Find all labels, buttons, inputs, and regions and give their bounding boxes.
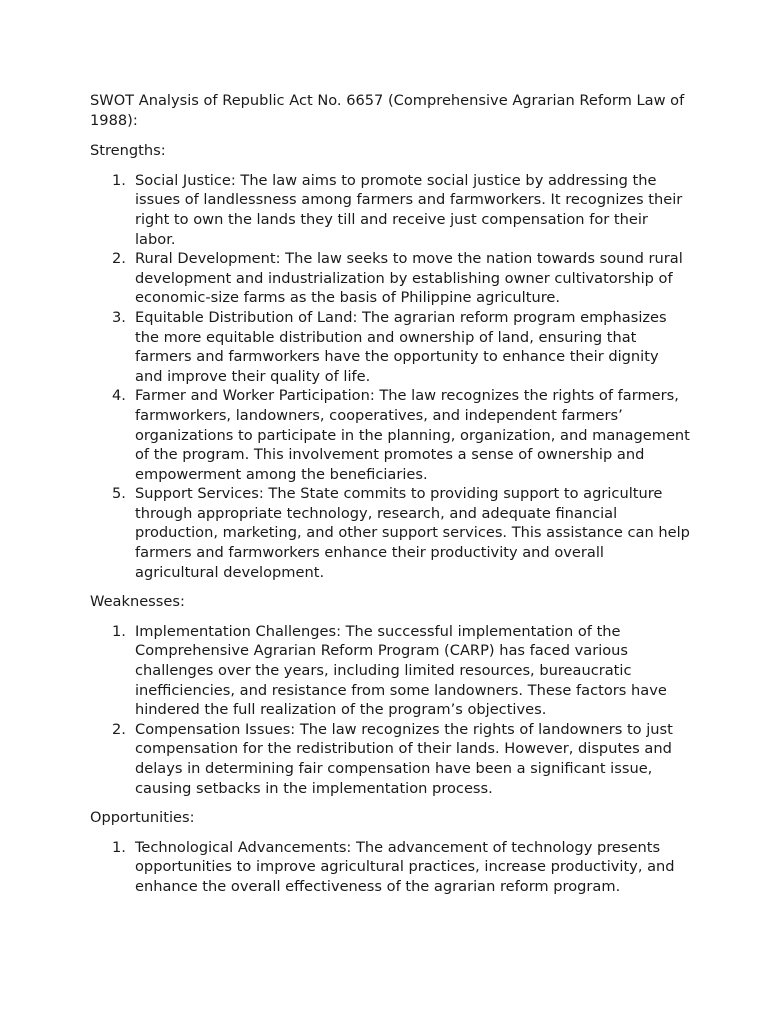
list-item — [112, 249, 690, 308]
document-body — [90, 91, 690, 907]
section-heading-opportunities: Opportunities: — [90, 809, 195, 827]
list-item-number: 1. — [112, 171, 126, 189]
list-item — [112, 622, 690, 720]
list-item-text: Farmer and Worker Participation: The law recognizes the rights of farmers, farmworkers, landowners, cooperatives, and independent farmers’ organizations to participate in the planning, organization, and management of the program. This involvement promotes a sense of ownership and empowerment among the beneficiaries. — [135, 387, 690, 483]
list-item — [112, 171, 690, 249]
list-item — [112, 838, 690, 897]
list-item-text: Implementation Challenges: The successful implementation of the Comprehensive Agrarian Reform Program (CARP) has faced various challenges over the years, including limited resources, bureaucratic inefficiencies, and resistance from some landowners. These factors have hindered the full realization of the program’s objectives. — [135, 622, 667, 719]
list-item-text: Rural Development: The law seeks to move the nation towards sound rural development and industrialization by establishing owner cultivatorship of economic-size farms as the basis of Philippine agriculture. — [135, 250, 683, 307]
list-item-number: 1. — [112, 622, 126, 640]
list-item-number: 4. — [112, 387, 126, 405]
section-heading-weaknesses: Weaknesses: — [90, 593, 185, 611]
section-heading-strengths: Strengths: — [90, 142, 166, 160]
opportunities-list — [90, 838, 690, 897]
list-item-text: Equitable Distribution of Land: The agrarian reform program emphasizes the more equitable distribution and ownership of land, ensuring that farmers and farmworkers have the opportunity to enhance their dignity and improve their quality of life. — [135, 308, 667, 385]
document-title: SWOT Analysis of Republic Act No. 6657 (Comprehensive Agrarian Reform Law of 1988): — [90, 92, 685, 129]
list-item-number: 3. — [112, 308, 126, 326]
list-item-number: 5. — [112, 485, 126, 503]
list-item — [112, 308, 690, 386]
list-item-text: Compensation Issues: The law recognizes the rights of landowners to just compensation for the redistribution of their lands. However, disputes and delays in determining fair compensation have been a significant issue, causing setbacks in the implementation process. — [135, 720, 673, 797]
list-item-text: Support Services: The State commits to providing support to agriculture through appropriate technology, research, and adequate financial production, marketing, and other support services. This assistance can help farmers and farmworkers enhance their productivity and overall agricultural development. — [135, 485, 690, 581]
list-item — [112, 484, 690, 582]
weaknesses-list — [90, 622, 690, 798]
list-item-number: 1. — [112, 838, 126, 856]
list-item-number: 2. — [112, 720, 126, 738]
list-item-text: Social Justice: The law aims to promote social justice by addressing the issues of landlessness among farmers and farmworkers. It recognizes their right to own the lands they till and receive just compensation for their labor. — [135, 171, 683, 248]
list-item — [112, 720, 690, 798]
strengths-list — [90, 171, 690, 582]
list-item-text: Technological Advancements: The advancement of technology presents opportunities to improve agricultural practices, increase productivity, and enhance the overall effectiveness of the agrarian reform program. — [135, 838, 675, 895]
list-item-number: 2. — [112, 250, 126, 268]
list-item — [112, 386, 690, 484]
